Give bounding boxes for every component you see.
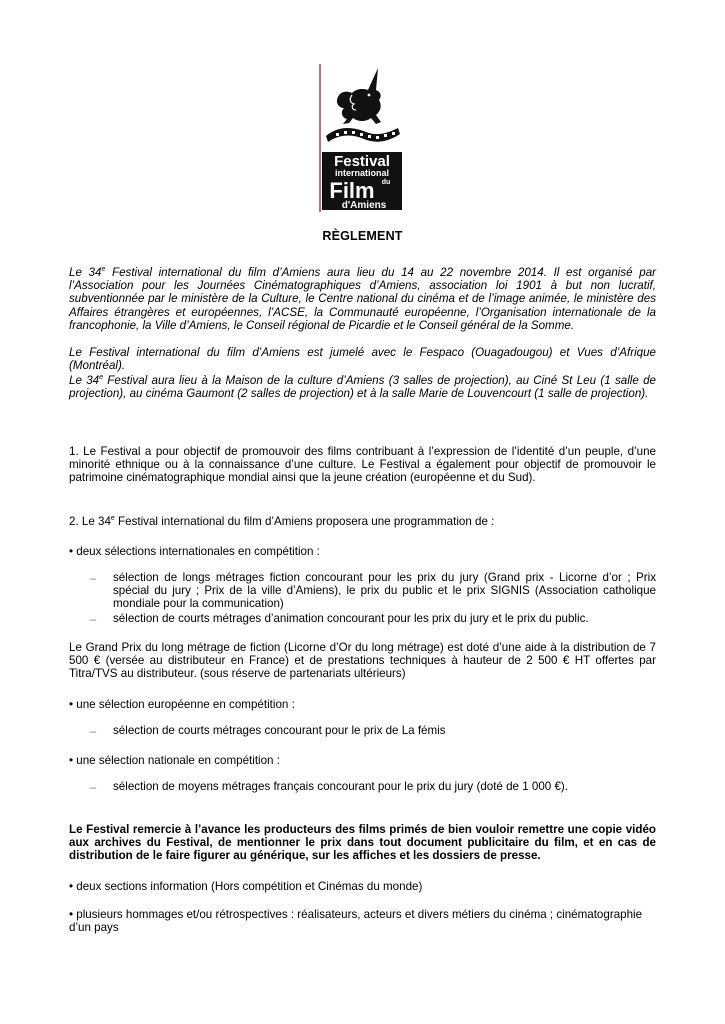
- bullet-international-selections: • deux sélections internationales en compétition :: [69, 545, 320, 558]
- page-title: RÈGLEMENT: [322, 229, 403, 243]
- list-item-feature-films: sélection de longs métrages fiction concourant pour les prix du jury (Grand prix - Licorne d’or ; Prix spécial du jury ; Prix de la ville d’Amiens), le prix du public et le prix SIGNIS (Association catholique mondiale pour la communication): [113, 571, 656, 611]
- thanks-bold-paragraph: Le Festival remercie à l’avance les producteurs des films primés de bien vouloir remettre une copie vidéo aux archives du Festival, de mentionner le prix dans tout document publicitaire du film, et en cas de distribution de le faire figurer au générique, sur les affiches et les dossiers de presse.: [69, 823, 656, 863]
- svg-text:international: international: [334, 168, 390, 178]
- dash-marker: –: [90, 614, 97, 626]
- unicorn-logo-icon: [316, 62, 412, 214]
- svg-text:Festival: Festival: [334, 153, 390, 170]
- list-item-european-shorts: sélection de courts métrages concourant pour le prix de La fémis: [113, 724, 446, 737]
- intro-paragraph-3: Le 34e Festival aura lieu à la Maison de la culture d’Amiens (3 salles de projection), au Ciné St Leu (1 salle de projection), au cinéma Gaumont (2 salles de projection) et à la salle Marie de Louvencourt (1 salle de projection).: [69, 374, 656, 401]
- dash-marker: –: [90, 726, 97, 738]
- svg-text:d'Amiens: d'Amiens: [341, 200, 387, 211]
- intro-paragraph-2: Le Festival international du film d’Amiens est jumelé avec le Fespaco (Ouagadougou) et Vues d’Afrique (Montréal).: [69, 346, 656, 373]
- list-item-national-medium: sélection de moyens métrages français concourant pour le prix du jury (doté de 1 000 €).: [113, 780, 568, 793]
- bullet-national-selection: • une sélection nationale en compétition :: [69, 754, 280, 767]
- intro-paragraph-1: Le 34e Festival international du film d’Amiens aura lieu du 14 au 22 novembre 2014. Il est organisé par l’Association pour les Journées Cinématographiques d’Amiens, association loi 1901 à but non lucratif, subventionnée par le ministère de la Culture, le Centre national du cinéma et de l’image animée, le ministère des Affaires étrangères et européennes, l’ACSE, la Communauté européenne, l’Organisation internationale de la francophonie, la Ville d’Amiens, le Conseil régional de Picardie et le Conseil général de la Somme.: [69, 266, 657, 332]
- svg-text:Film: Film: [329, 178, 375, 203]
- article-2-lead: 2. Le 34e Festival international du film d’Amiens proposera une programmation de :: [69, 515, 495, 528]
- svg-text:du: du: [381, 179, 391, 186]
- article-1-paragraph: 1. Le Festival a pour objectif de promouvoir des films contribuant à l’expression de l’identité d’un peuple, d’une minorité ethnique ou à la connaissance d’une culture. Le Festival a également pour objectif de promouvoir le patrimoine cinématographique mondial ainsi que la jeune création (européenne et du Sud).: [69, 445, 656, 485]
- bullet-european-selection: • une sélection européenne en compétition :: [69, 698, 295, 711]
- grand-prix-paragraph: Le Grand Prix du long métrage de fiction (Licorne d’Or du long métrage) est doté d’une aide à la distribution de 7 500 € (versée au distributeur en France) et de prestations techniques à hauteur de 2 500 € HT offertes par Titra/TVS au distributeur. (sous réserve de partenariats ultérieurs): [69, 641, 656, 681]
- list-item-animation-shorts: sélection de courts métrages d’animation concourant pour les prix du jury et le prix du public.: [113, 612, 589, 625]
- dash-marker: –: [90, 573, 97, 585]
- bullet-information-sections: • deux sections information (Hors compétition et Cinémas du monde): [69, 880, 423, 893]
- festival-logo: [316, 62, 412, 214]
- dash-marker: –: [90, 782, 97, 794]
- bullet-homages: • plusieurs hommages et/ou rétrospectives : réalisateurs, acteurs et divers métiers du cinéma ; cinématographie d’un pays: [69, 908, 643, 935]
